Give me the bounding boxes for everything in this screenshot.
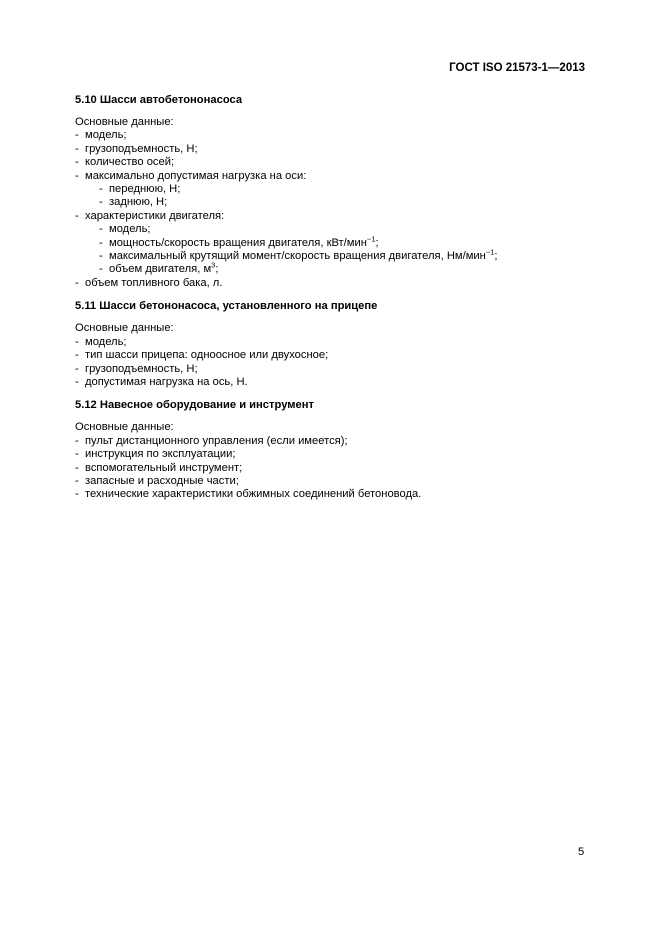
document-code-header: ГОСТ ISO 21573-1—2013 <box>449 62 585 74</box>
sub-list-item-text: максимальный крутящий момент/скорость вращения двигателя, Нм/мин <box>109 250 486 263</box>
sub-list-item <box>99 233 585 250</box>
list-item: - вспомогательный инструмент; <box>75 462 585 475</box>
section-title: 5.10 Шасси автобетононасоса <box>75 94 243 106</box>
page-number: 5 <box>578 846 585 858</box>
superscript: −1 <box>485 247 495 257</box>
section-5-11 <box>75 299 585 389</box>
list-item: - пульт дистанционного управления (если имеется); <box>75 435 585 448</box>
list-item: - грузоподъемность, Н; <box>75 143 585 156</box>
section-list <box>75 435 585 502</box>
list-item: - модель; <box>75 129 585 142</box>
section-title: 5.12 Навесное оборудование и инструмент <box>75 399 315 412</box>
list-item: - модель; <box>75 336 585 349</box>
list-item: - количество осей; <box>75 156 585 169</box>
section-list <box>75 336 585 390</box>
sub-list-item <box>99 223 585 236</box>
sub-list-item <box>99 260 585 276</box>
list-item: - грузоподъемность, Н; <box>75 363 585 376</box>
section-5-10 <box>75 93 585 290</box>
section-list <box>75 129 585 290</box>
list-item: - объем топливного бака, л. <box>75 277 585 290</box>
document-body <box>75 93 585 511</box>
sub-list-item-text: мощность/скорость вращения двигателя, кВт/мин <box>109 236 367 249</box>
section-intro: Основные данные: <box>75 322 174 335</box>
list-item: - допустимая нагрузка на ось, Н. <box>75 376 585 389</box>
superscript: 3 <box>211 260 216 270</box>
sub-list <box>99 183 585 210</box>
sub-list-item-text: модель; <box>109 223 151 236</box>
list-item: - запасные и расходные части; <box>75 475 585 488</box>
section-intro: Основные данные: <box>75 421 174 434</box>
sub-list-item-tail: ; <box>215 263 219 276</box>
section-intro: Основные данные: <box>75 116 174 128</box>
superscript: −1 <box>366 233 376 243</box>
sub-list <box>99 223 585 277</box>
list-item-axle-load <box>75 170 585 210</box>
list-item-engine <box>75 210 585 277</box>
sub-list-item-tail: ; <box>375 236 379 249</box>
sub-list-item: - переднюю, Н; <box>99 183 585 196</box>
list-item-text: характеристики двигателя: <box>85 209 225 222</box>
list-item: - тип шасси прицепа: одноосное или двухосное; <box>75 349 585 362</box>
section-title: 5.11 Шасси бетононасоса, установленного на прицепе <box>75 300 378 313</box>
sub-list-item <box>99 247 585 263</box>
sub-list-item-text: объем двигателя, м <box>109 263 212 276</box>
sub-list-item: - заднюю, Н; <box>99 196 585 209</box>
list-item-text: максимально допустимая нагрузка на оси: <box>85 169 307 182</box>
sub-list-item-tail: ; <box>494 250 498 263</box>
section-5-12 <box>75 398 585 501</box>
list-item: - технические характеристики обжимных соединений бетоновода. <box>75 488 585 501</box>
list-item: - инструкция по эксплуатации; <box>75 448 585 461</box>
